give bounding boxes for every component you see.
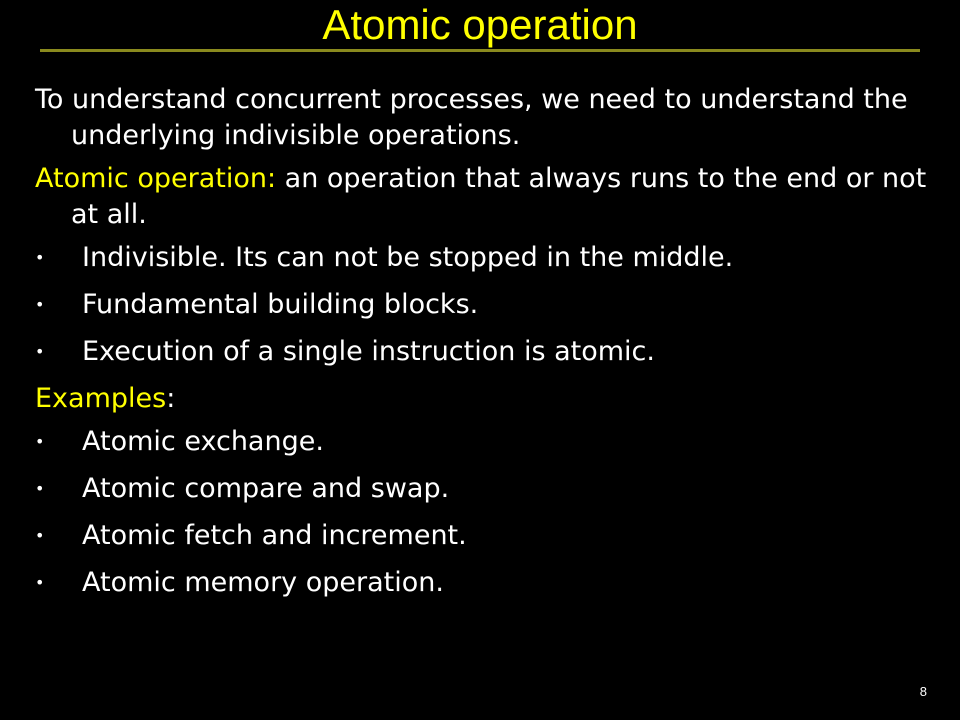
bullet-icon: • (35, 295, 45, 314)
slide-body (35, 82, 935, 612)
examples-term: Examples (35, 383, 167, 414)
bullet-text: Atomic fetch and increment. (82, 520, 467, 551)
bullet-text: Indivisible. Its can not be stopped in the middle. (82, 242, 734, 273)
bullet-icon: • (35, 342, 45, 361)
slide-title: Atomic operation (322, 1, 638, 48)
example-bullet (35, 424, 935, 460)
definition-paragraph (35, 161, 935, 233)
bullet-text: Execution of a single instruction is atomic. (82, 336, 655, 367)
definition-bullet (35, 334, 935, 370)
intro-paragraph: To understand concurrent processes, we need to understand the underlying indivisible operations. (35, 84, 908, 151)
examples-suffix: : (166, 383, 176, 414)
bullet-text: Atomic memory operation. (82, 567, 444, 598)
definition-bullet (35, 287, 935, 323)
bullet-icon: • (35, 526, 45, 545)
bullet-text: Atomic exchange. (82, 426, 324, 457)
examples-heading (35, 381, 935, 417)
bullet-text: Fundamental building blocks. (82, 289, 479, 320)
bullet-icon: • (35, 432, 45, 451)
example-bullet (35, 518, 935, 554)
bullet-icon: • (35, 573, 45, 592)
bullet-text: Atomic compare and swap. (82, 473, 450, 504)
bullet-icon: • (35, 248, 45, 267)
example-bullet (35, 565, 935, 601)
definition-text: an operation that always runs to the end or not at all. (71, 163, 927, 230)
example-bullet (35, 471, 935, 507)
bullet-icon: • (35, 479, 45, 498)
definition-bullet (35, 240, 935, 276)
title-underline (40, 49, 920, 52)
definition-term: Atomic operation: (35, 163, 277, 194)
page-number: 8 (919, 684, 927, 699)
